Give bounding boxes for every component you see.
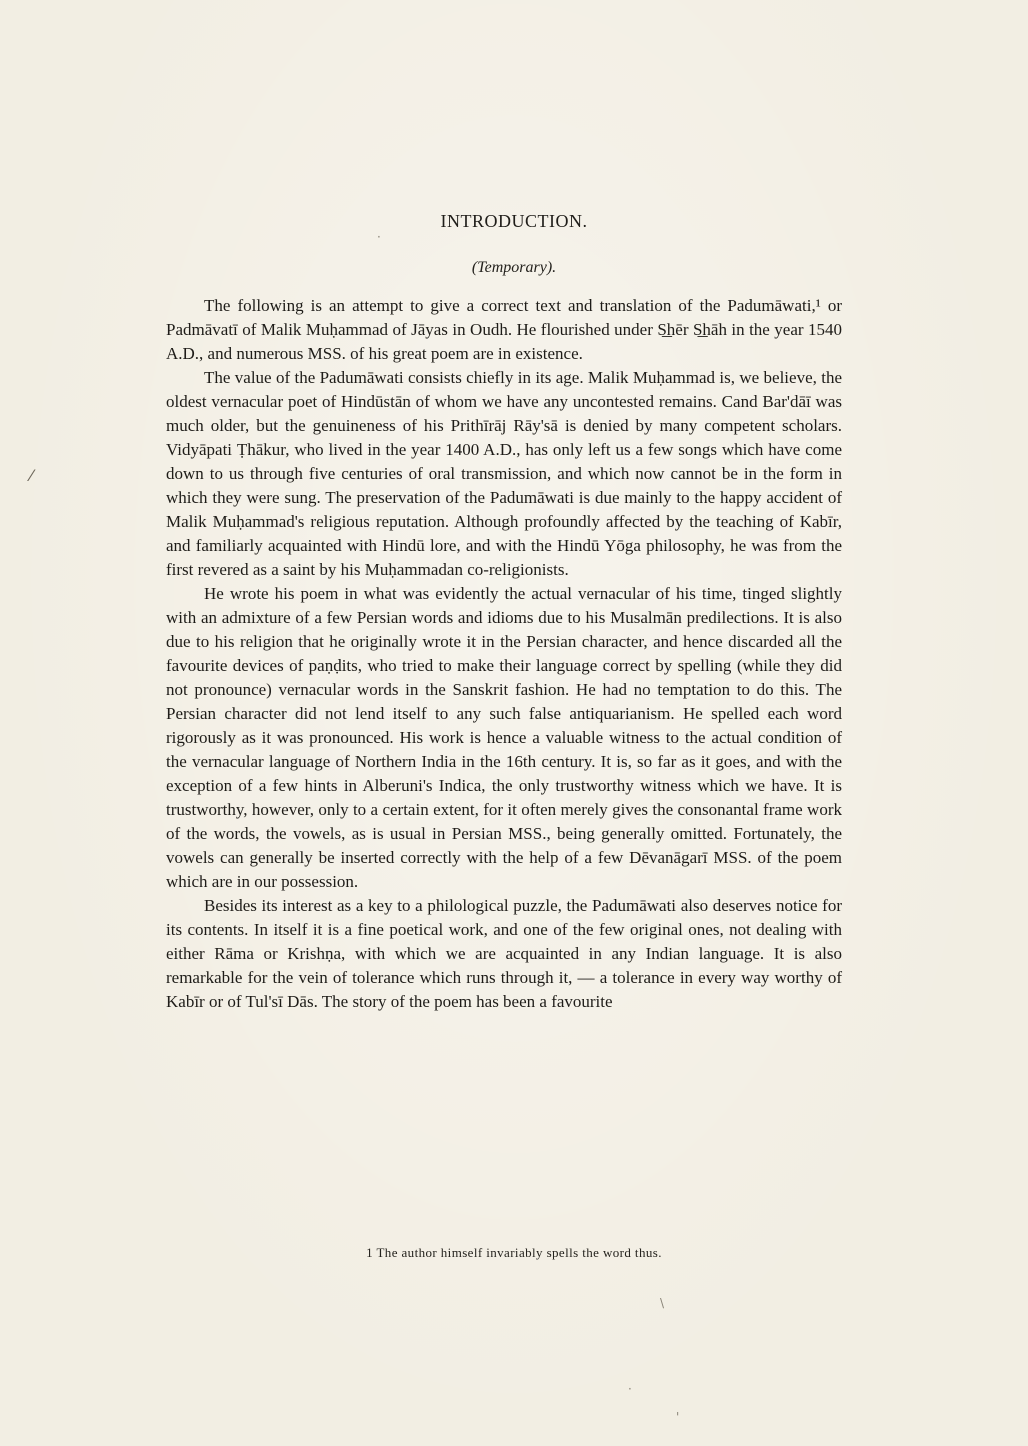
- footnote: 1 The author himself invariably spells the word thus.: [366, 1245, 662, 1260]
- paragraph-3: He wrote his poem in what was evidently the actual vernacular of his time, tinged slightly with an admixture of a few Persian words and idioms due to his Musalmān predilections. It is also due to his religion that he originally wrote it in the Persian character, and hence discarded all the favourite devices of paṇḍits, who tried to make their language correct by spelling (while they did not pronounce) vernacular words in the Sanskrit fashion. He had no temptation to do this. The Persian character did not lend itself to any such false antiquarianism. He spelled each word rigorously as it was pronounced. His work is hence a valuable witness to the actual condition of the vernacular language of Northern India in the 16th century. It is, so far as it goes, and with the exception of a few hints in Alberuni's Indica, the only trustworthy witness which we have. It is trustworthy, however, only to a certain extent, for it often merely gives the consonantal frame work of the words, the vowels, as is usual in Persian MSS., being generally omitted. Fortunately, the vowels can generally be inserted correctly with the help of a few Dēvanāgarī MSS. of the poem which are in our possession.: [166, 584, 842, 891]
- ink-speck: ·: [628, 1382, 632, 1396]
- ink-speck: \: [660, 1296, 665, 1310]
- page-subheading: (Temporary).: [471, 259, 557, 276]
- ink-speck: ': [676, 1410, 680, 1424]
- margin-mark: ⁄: [30, 466, 33, 485]
- paragraph-1: The following is an attempt to give a correct text and translation of the Padumāwati,¹ or Padmāvatī of Malik Muḥammad of Jāyas in Oudh. He flourished under S͟hēr S͟hāh in the year 1540 A.D., and numerous MSS. of his great poem are in existence.: [166, 296, 842, 363]
- paragraph-2: The value of the Padumāwati consists chiefly in its age. Malik Muḥammad is, we believe, the oldest vernacular poet of Hindūstān of whom we have any uncontested remains. Cand Bar'dāī was much older, but the genuineness of his Prithīrāj Rāy'sā is denied by many competent scholars. Vidyāpati Ṭhākur, who lived in the year 1400 A.D., has only left us a few songs which have come down to us through five centuries of oral transmission, and which now cannot be in the form in which they were sung. The preservation of the Padumāwati is due mainly to the happy accident of Malik Muḥammad's religious reputation. Although profoundly affected by the teaching of Kabīr, and familiarly acquainted with Hindū lore, and with the Hindū Yōga philosophy, he was from the first revered as a saint by his Muḥammadan co-religionists.: [166, 368, 842, 579]
- body-text: [166, 294, 842, 1014]
- paragraph-4: Besides its interest as a key to a philological puzzle, the Padumāwati also deserves notice for its contents. In itself it is a fine poetical work, and one of the few original ones, not dealing with either Rāma or Krishṇa, with which we are acquainted in any Indian language. It is also remarkable for the vein of tolerance which runs through it, — a tolerance in every way worthy of Kabīr or of Tul'sī Dās. The story of the poem has been a favourite: [166, 896, 842, 1011]
- page-heading: INTRODUCTION.: [440, 211, 588, 231]
- ink-speck: ·: [377, 230, 381, 244]
